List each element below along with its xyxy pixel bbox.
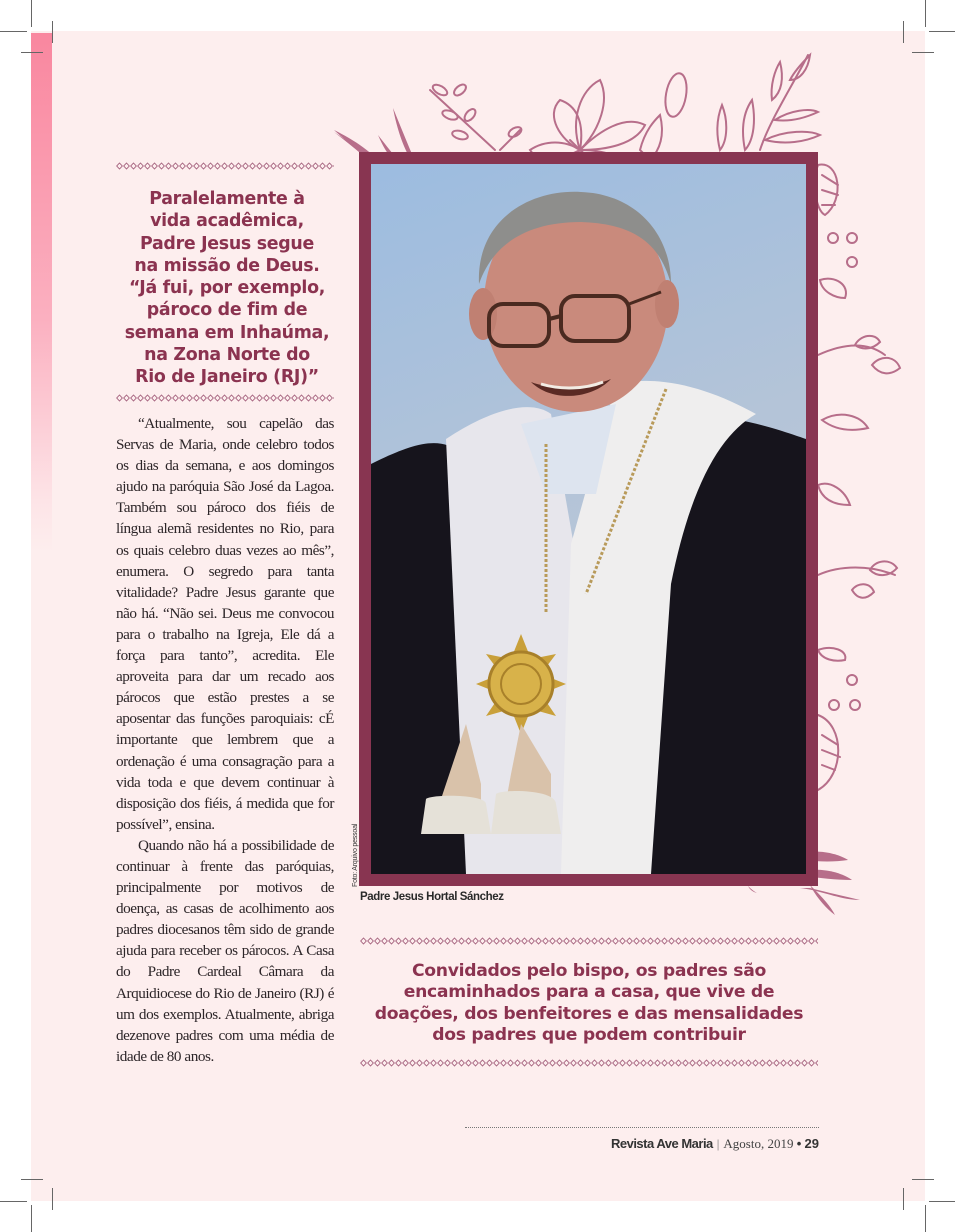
- pull-quote-line: Paralelamente à: [149, 189, 305, 209]
- crop-mark: [925, 1205, 926, 1232]
- pull-quote-line: pároco de fim de: [146, 300, 308, 321]
- pull-quote: [360, 961, 818, 1047]
- crop-mark: [903, 21, 904, 43]
- issue-date: Agosto, 2019: [723, 1136, 794, 1151]
- pull-quote-line: dos padres que podem contribuir: [432, 1025, 746, 1046]
- ornament-divider: [360, 937, 818, 945]
- article-paragraph: “Atualmente, sou capelão das Servas de Maria, onde celebro todos os dias da semana, e aos domingos ajudo na paróquia São José da Lagoa. Também sou pároco dos fiéis de língua alemã residentes no Rio, para os quais celebro duas vezes ao mês”, enumera. O segredo para tanta vitalidade? Padre Jesus garante que não há. “Não sei. Deus me convocou para o trabalho na Igreja, Ele dá a força para tanto”, acredita. Ele aproveita para dar um recado aos párocos que estão prestes a se aposentar das funções paroquiais: cÉ importante que lembrem que a ordenação é uma consagração para a vida toda e que devem continuar à disposição dos fiéis, á medida que for possível”, ensina.: [116, 415, 334, 833]
- pull-quote-line: semana em Inhaúma,: [124, 322, 330, 343]
- crop-mark: [31, 1205, 32, 1232]
- crop-mark: [929, 1201, 955, 1202]
- photo-frame: [359, 152, 818, 886]
- pull-quote-line: Rio de Janeiro (RJ)”: [135, 367, 319, 388]
- footer-separator: |: [716, 1136, 720, 1151]
- portrait-illustration: [371, 164, 806, 874]
- article-paragraph: Quando não há a possibilidade de continuar à frente das paróquias, principalmente por motivos de doença, as casas de acolhimento aos padres diocesanos têm sido de grande ajuda para receber os párocos. A Casa do Padre Cardeal Câmara da Arquidiocese do Rio de Janeiro (RJ) é um dos exemplos. Atualmente, abriga dezenove padres com uma média de idade de 80 anos.: [116, 836, 334, 1065]
- page-number: 29: [804, 1136, 819, 1151]
- crop-mark: [912, 1179, 934, 1180]
- ornament-divider: [116, 162, 334, 170]
- crop-mark: [925, 0, 926, 27]
- article-body: [116, 413, 334, 1067]
- ornament-divider: [116, 394, 334, 402]
- pull-quote: [114, 188, 340, 389]
- crop-mark: [0, 31, 27, 32]
- page-footer: [611, 1136, 819, 1152]
- side-color-band: [31, 33, 52, 553]
- pull-quote-line: Convidados pelo bispo, os padres são: [411, 961, 767, 981]
- ornament-divider: [360, 1059, 818, 1067]
- pull-quote-line: “Já fui, por exemplo,: [128, 278, 326, 299]
- pull-quote-line: na Zona Norte do: [144, 345, 310, 366]
- pull-quote-line: vida acadêmica,: [150, 211, 304, 232]
- crop-mark: [31, 0, 32, 27]
- photo-caption: Padre Jesus Hortal Sánchez: [360, 891, 504, 903]
- pull-quote-line: Padre Jesus segue: [140, 233, 314, 254]
- crop-mark: [52, 1188, 53, 1210]
- pull-quote-line: na missão de Deus.: [134, 255, 320, 276]
- footer-rule: [465, 1127, 819, 1128]
- crop-mark: [21, 52, 43, 53]
- pull-quote-line: encaminhados para a casa, que vive de: [403, 982, 775, 1003]
- crop-mark: [0, 1201, 27, 1202]
- pull-quote-line: doações, dos benfeitores e das mensalidades: [374, 1003, 804, 1024]
- portrait-photo: [371, 164, 806, 874]
- crop-mark: [903, 1188, 904, 1210]
- photo-credit: Foto: Arquivo pessoal: [352, 823, 359, 887]
- magazine-name: Revista Ave Maria: [610, 1136, 713, 1151]
- crop-mark: [21, 1179, 43, 1180]
- crop-mark: [929, 31, 955, 32]
- crop-mark: [912, 52, 934, 53]
- footer-bullet: •: [796, 1136, 802, 1151]
- crop-mark: [52, 21, 53, 43]
